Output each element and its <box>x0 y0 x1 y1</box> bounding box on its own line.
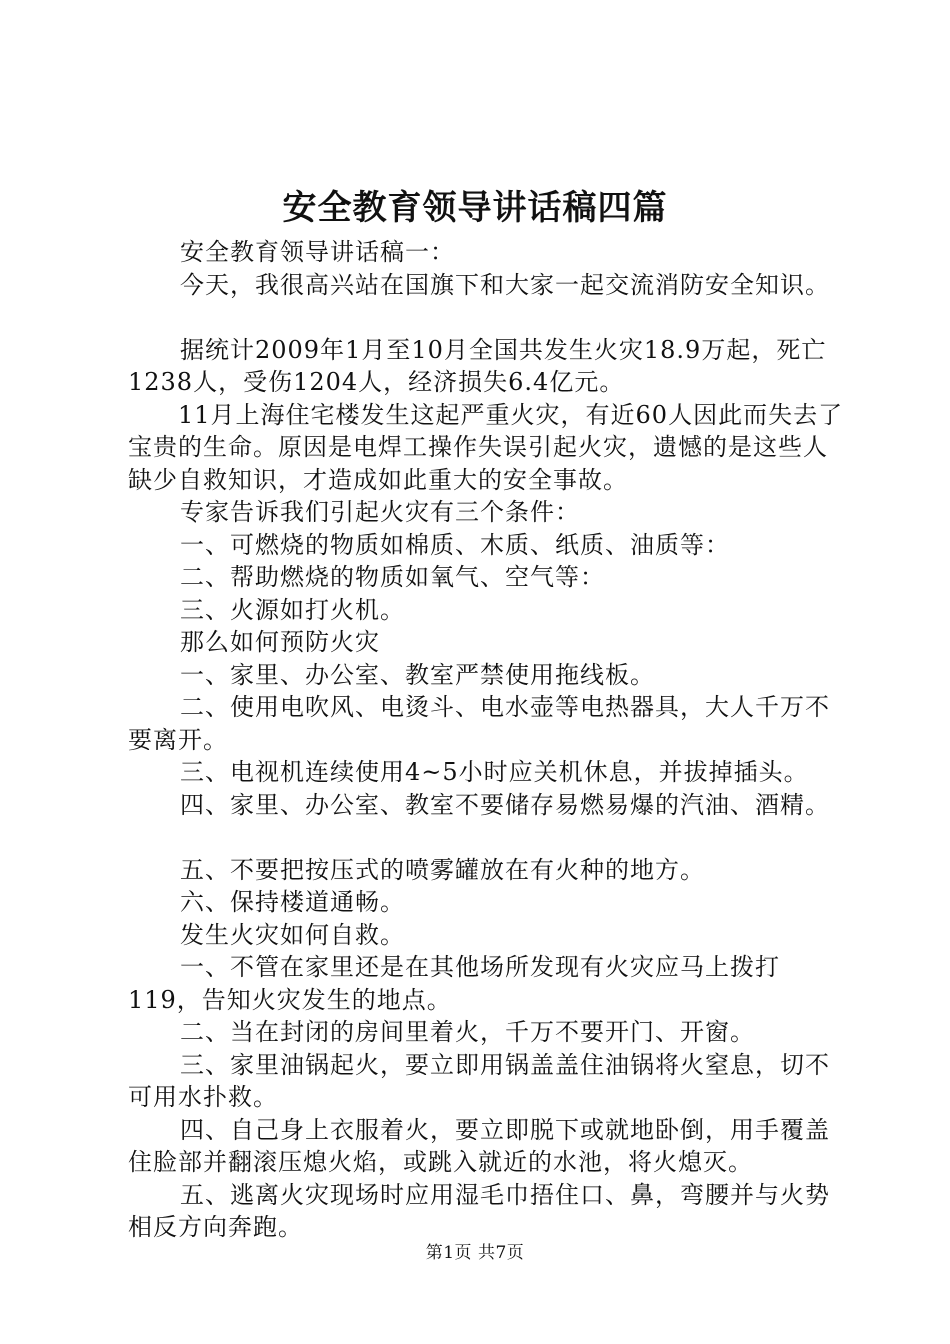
section-heading-self-rescue: 发生火灾如何自救。 <box>180 920 405 949</box>
list-item: 三、电视机连续使用4~5小时应关机休息，并拔掉插头。 <box>180 758 809 786</box>
list-item: 六、保持楼道通畅。 <box>180 888 405 916</box>
section-heading-prevention: 那么如何预防火灾 <box>180 628 380 656</box>
paragraph-opening: 今天，我很高兴站在国旗下和大家一起交流消防安全知识。 <box>180 270 830 299</box>
list-item: 五、不要把按压式的喷雾罐放在有火种的地方。 <box>180 855 705 884</box>
list-item: 三、火源如打火机。 <box>180 595 405 624</box>
list-item: 一、家里、办公室、教室严禁使用拖线板。 <box>180 660 655 689</box>
document-title: 安全教育领导讲话稿四篇 <box>282 188 668 228</box>
list-item: 三、家里油锅起火，要立即用锅盖盖住油锅将火窒息，切不可用水扑救。 <box>128 1050 830 1111</box>
list-item: 二、使用电吹风、电烫斗、电水壶等电热器具，大人千万不要离开。 <box>128 693 830 754</box>
paragraph-greeting-heading: 安全教育领导讲话稿一： <box>180 238 455 266</box>
list-item: 一、可燃烧的物质如棉质、木质、纸质、油质等： <box>180 530 730 559</box>
blank-line <box>128 821 848 854</box>
list-item: 五、逃离火灾现场时应用湿毛巾捂住口、鼻，弯腰并与火势相反方向奔跑。 <box>128 1180 830 1241</box>
page-number-footer: 第1页 共7页 <box>425 1243 525 1263</box>
list-item: 一、不管在家里还是在其他场所发现有火灾应马上拨打119，告知火灾发生的地点。 <box>128 953 780 1014</box>
paragraph-statistics: 据统计2009年1月至10月全国共发生火灾18.9万起，死亡1238人，受伤1204人，经济损失6.4亿元。 <box>128 335 827 396</box>
document-body <box>128 236 848 1244</box>
list-item: 四、家里、办公室、教室不要储存易燃易爆的汽油、酒精。 <box>180 790 830 819</box>
list-item: 四、自己身上衣服着火，要立即脱下或就地卧倒，用手覆盖住脸部并翻滚压熄火焰，或跳入就近的水池，将火熄灭。 <box>128 1115 830 1176</box>
list-item: 二、帮助燃烧的物质如氧气、空气等： <box>180 563 605 591</box>
paragraph-shanghai-fire: 11月上海住宅楼发生这起严重火灾，有近60人因此而失去了宝贵的生命。原因是电焊工操作失误引起火灾，遗憾的是这些人缺少自救知识，才造成如此重大的安全事故。 <box>128 400 844 494</box>
blank-line <box>128 301 848 334</box>
list-item: 二、当在封闭的房间里着火，千万不要开门、开窗。 <box>180 1018 755 1046</box>
paragraph-three-conditions: 专家告诉我们引起火灾有三个条件： <box>180 498 580 526</box>
